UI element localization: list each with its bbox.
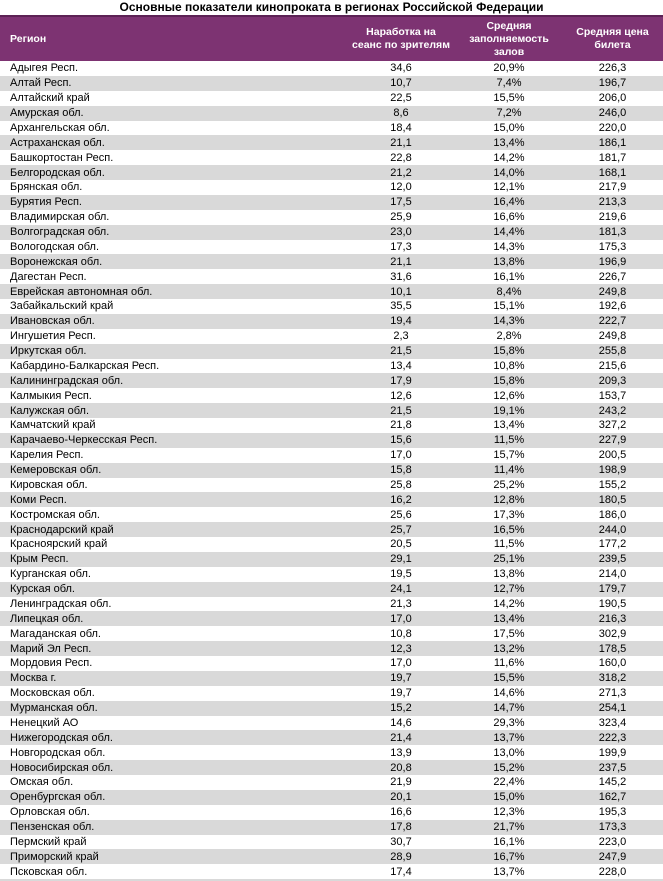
region-cell: Пермский край [10, 835, 87, 848]
avg-occupancy-cell: 12,7% [493, 583, 525, 596]
table-row [0, 671, 663, 686]
table-row [0, 448, 663, 463]
table-row [0, 567, 663, 582]
avg-occupancy-cell: 20,9% [493, 62, 525, 75]
avg-occupancy-cell: 16,6% [493, 211, 525, 224]
table-row [0, 701, 663, 716]
viewers-per-session-cell: 31,6 [390, 270, 412, 283]
viewers-per-session-cell: 16,2 [390, 493, 412, 506]
avg-ticket-price-cell: 239,5 [598, 553, 627, 566]
viewers-per-session-cell: 10,1 [390, 285, 412, 298]
viewers-per-session-cell: 17,4 [390, 865, 412, 878]
avg-ticket-price-cell: 155,2 [598, 478, 627, 491]
region-cell: Ленинградская обл. [10, 597, 112, 610]
viewers-per-session-cell: 19,5 [390, 568, 412, 581]
avg-occupancy-cell: 15,5% [493, 92, 525, 105]
avg-occupancy-cell: 21,7% [493, 821, 525, 834]
avg-ticket-price-cell: 254,1 [598, 702, 627, 715]
avg-ticket-price-cell: 196,9 [598, 255, 627, 268]
viewers-per-session-cell: 21,1 [390, 136, 412, 149]
avg-occupancy-cell: 22,4% [493, 776, 525, 789]
viewers-per-session-cell: 10,8 [390, 627, 412, 640]
avg-ticket-price-cell: 318,2 [598, 672, 627, 685]
avg-ticket-price-cell: 271,3 [598, 687, 627, 700]
avg-occupancy-cell: 16,1% [493, 270, 525, 283]
table-row [0, 121, 663, 136]
table-row [0, 240, 663, 255]
avg-ticket-price-cell: 244,0 [598, 523, 627, 536]
region-cell: Ненецкий АО [10, 716, 79, 729]
avg-ticket-price-cell: 227,9 [598, 434, 627, 447]
table-row [0, 641, 663, 656]
table-row [0, 388, 663, 403]
avg-ticket-price-cell: 186,1 [598, 136, 627, 149]
avg-ticket-price-cell: 217,9 [598, 181, 627, 194]
viewers-per-session-cell: 16,6 [390, 806, 412, 819]
table-row [0, 730, 663, 745]
table-row [0, 165, 663, 180]
region-cell: Мурманская обл. [10, 702, 98, 715]
table-row [0, 478, 663, 493]
avg-ticket-price-cell: 178,5 [598, 642, 627, 655]
avg-occupancy-cell: 2,8% [496, 330, 522, 343]
viewers-per-session-cell: 17,3 [390, 240, 412, 253]
avg-occupancy-cell: 14,0% [493, 166, 525, 179]
region-cell: Архангельская обл. [10, 121, 110, 134]
avg-occupancy-cell: 13,8% [493, 255, 525, 268]
region-cell: Владимирская обл. [10, 211, 110, 224]
region-cell: Московская обл. [10, 687, 95, 700]
avg-occupancy-cell: 13,2% [493, 642, 525, 655]
table-row [0, 716, 663, 731]
avg-ticket-price-cell: 160,0 [598, 657, 627, 670]
region-cell: Еврейская автономная обл. [10, 285, 153, 298]
region-cell: Дагестан Респ. [10, 270, 87, 283]
avg-occupancy-cell: 10,8% [493, 359, 525, 372]
region-cell: Карачаево-Черкесская Респ. [10, 434, 158, 447]
avg-ticket-price-cell: 199,9 [598, 746, 627, 759]
avg-ticket-price-cell: 179,7 [598, 583, 627, 596]
viewers-per-session-cell: 25,9 [390, 211, 412, 224]
table-row [0, 254, 663, 269]
avg-ticket-price-cell: 222,3 [598, 731, 627, 744]
region-cell: Амурская обл. [10, 107, 84, 120]
avg-ticket-price-cell: 181,7 [598, 151, 627, 164]
viewers-per-session-cell: 17,0 [390, 657, 412, 670]
region-cell: Марий Эл Респ. [10, 642, 92, 655]
region-cell: Калужская обл. [10, 404, 90, 417]
table-row [0, 373, 663, 388]
avg-ticket-price-cell: 190,5 [598, 597, 627, 610]
table-row [0, 582, 663, 597]
table-row [0, 195, 663, 210]
region-cell: Кемеровская обл. [10, 464, 102, 477]
avg-ticket-price-cell: 220,0 [598, 121, 627, 134]
table-row [0, 864, 663, 879]
table-row [0, 135, 663, 150]
avg-ticket-price-cell: 196,7 [598, 77, 627, 90]
region-cell: Волгоградская обл. [10, 226, 110, 239]
avg-occupancy-cell: 15,1% [493, 300, 525, 313]
region-cell: Пензенская обл. [10, 821, 95, 834]
table-row [0, 745, 663, 760]
table-row [0, 537, 663, 552]
table-row [0, 552, 663, 567]
avg-occupancy-cell: 7,2% [496, 107, 522, 120]
viewers-per-session-cell: 21,5 [390, 345, 412, 358]
avg-occupancy-cell: 14,6% [493, 687, 525, 700]
region-cell: Оренбургская обл. [10, 791, 106, 804]
region-cell: Приморский край [10, 850, 99, 863]
avg-occupancy-cell: 13,7% [493, 865, 525, 878]
table-row [0, 849, 663, 864]
viewers-per-session-cell: 21,3 [390, 597, 412, 610]
avg-ticket-price-cell: 177,2 [598, 538, 627, 551]
viewers-per-session-cell: 13,9 [390, 746, 412, 759]
viewers-per-session-cell: 10,7 [390, 77, 412, 90]
avg-occupancy-cell: 14,4% [493, 226, 525, 239]
region-cell: Новосибирская обл. [10, 761, 114, 774]
avg-ticket-price-cell: 323,4 [598, 716, 627, 729]
page-title: Основные показатели кинопроката в регионах Российской Федерации [119, 0, 544, 14]
region-cell: Алтай Респ. [10, 77, 72, 90]
table-row [0, 835, 663, 850]
avg-occupancy-cell: 17,3% [493, 508, 525, 521]
viewers-per-session-cell: 12,6 [390, 389, 412, 402]
avg-ticket-price-cell: 226,3 [598, 62, 627, 75]
avg-occupancy-cell: 13,4% [493, 136, 525, 149]
region-cell: Башкортостан Респ. [10, 151, 114, 164]
avg-occupancy-cell: 19,1% [493, 404, 525, 417]
table-row [0, 820, 663, 835]
table-row [0, 775, 663, 790]
avg-occupancy-cell: 14,2% [493, 597, 525, 610]
avg-occupancy-cell: 14,3% [493, 240, 525, 253]
viewers-per-session-cell: 18,4 [390, 121, 412, 134]
viewers-per-session-cell: 28,9 [390, 850, 412, 863]
viewers-per-session-cell: 25,8 [390, 478, 412, 491]
avg-ticket-price-cell: 302,9 [598, 627, 627, 640]
region-cell: Камчатский край [10, 419, 96, 432]
table-body [0, 61, 663, 879]
avg-ticket-price-cell: 327,2 [598, 419, 627, 432]
region-cell: Нижегородская обл. [10, 731, 113, 744]
avg-occupancy-cell: 11,5% [493, 434, 525, 447]
avg-occupancy-cell: 12,3% [493, 806, 525, 819]
table-row [0, 626, 663, 641]
avg-ticket-price-cell: 255,8 [598, 345, 627, 358]
region-cell: Красноярский край [10, 538, 108, 551]
avg-occupancy-cell: 15,2% [493, 761, 525, 774]
avg-occupancy-cell: 17,5% [493, 627, 525, 640]
region-cell: Ивановская обл. [10, 315, 95, 328]
viewers-per-session-cell: 19,7 [390, 687, 412, 700]
avg-occupancy-cell: 14,7% [493, 702, 525, 715]
avg-occupancy-cell: 15,0% [493, 791, 525, 804]
viewers-per-session-cell: 22,5 [390, 92, 412, 105]
region-cell: Вологодская обл. [10, 240, 100, 253]
avg-occupancy-cell: 15,0% [493, 121, 525, 134]
table-row [0, 686, 663, 701]
table-row [0, 180, 663, 195]
avg-occupancy-cell: 16,7% [493, 850, 525, 863]
avg-occupancy-cell: 25,2% [493, 478, 525, 491]
avg-occupancy-cell: 13,8% [493, 568, 525, 581]
region-cell: Москва г. [10, 672, 57, 685]
table-row [0, 805, 663, 820]
avg-ticket-price-cell: 180,5 [598, 493, 627, 506]
region-cell: Бурятия Респ. [10, 196, 82, 209]
column-header-viewers-per-session: Наработка на сеанс по зрителям [352, 26, 450, 51]
table-row [0, 507, 663, 522]
region-cell: Краснодарский край [10, 523, 114, 536]
avg-occupancy-cell: 11,6% [493, 657, 525, 670]
viewers-per-session-cell: 13,4 [390, 359, 412, 372]
viewers-per-session-cell: 21,1 [390, 255, 412, 268]
avg-ticket-price-cell: 228,0 [598, 865, 627, 878]
avg-ticket-price-cell: 173,3 [598, 821, 627, 834]
avg-occupancy-cell: 15,7% [493, 449, 525, 462]
region-cell: Коми Респ. [10, 493, 67, 506]
region-cell: Забайкальский край [10, 300, 114, 313]
table-row [0, 790, 663, 805]
table-row [0, 418, 663, 433]
avg-ticket-price-cell: 237,5 [598, 761, 627, 774]
viewers-per-session-cell: 19,7 [390, 672, 412, 685]
table-row [0, 91, 663, 106]
avg-ticket-price-cell: 226,7 [598, 270, 627, 283]
region-cell: Мордовия Респ. [10, 657, 93, 670]
avg-ticket-price-cell: 153,7 [598, 389, 627, 402]
viewers-per-session-cell: 21,4 [390, 731, 412, 744]
region-cell: Крым Респ. [10, 553, 69, 566]
avg-ticket-price-cell: 247,9 [598, 850, 627, 863]
avg-ticket-price-cell: 206,0 [598, 92, 627, 105]
avg-ticket-price-cell: 219,6 [598, 211, 627, 224]
avg-occupancy-cell: 8,4% [496, 285, 522, 298]
table-row [0, 760, 663, 775]
avg-occupancy-cell: 12,8% [493, 493, 525, 506]
viewers-per-session-cell: 12,0 [390, 181, 412, 194]
avg-occupancy-cell: 12,1% [493, 181, 525, 194]
viewers-per-session-cell: 17,0 [390, 612, 412, 625]
column-header-avg-ticket-price: Средняя цена билета [576, 26, 649, 51]
table-row [0, 329, 663, 344]
table-row [0, 433, 663, 448]
viewers-per-session-cell: 15,6 [390, 434, 412, 447]
viewers-per-session-cell: 21,9 [390, 776, 412, 789]
avg-ticket-price-cell: 222,7 [598, 315, 627, 328]
avg-occupancy-cell: 15,5% [493, 672, 525, 685]
region-cell: Алтайский край [10, 92, 90, 105]
avg-ticket-price-cell: 213,3 [598, 196, 627, 209]
avg-occupancy-cell: 13,4% [493, 612, 525, 625]
viewers-per-session-cell: 22,8 [390, 151, 412, 164]
viewers-per-session-cell: 19,4 [390, 315, 412, 328]
table-row [0, 299, 663, 314]
table-row [0, 359, 663, 374]
viewers-per-session-cell: 2,3 [393, 330, 409, 343]
viewers-per-session-cell: 21,5 [390, 404, 412, 417]
region-cell: Липецкая обл. [10, 612, 84, 625]
region-cell: Карелия Респ. [10, 449, 84, 462]
avg-ticket-price-cell: 249,8 [598, 285, 627, 298]
avg-occupancy-cell: 7,4% [496, 77, 522, 90]
viewers-per-session-cell: 15,8 [390, 464, 412, 477]
viewers-per-session-cell: 25,7 [390, 523, 412, 536]
avg-ticket-price-cell: 246,0 [598, 107, 627, 120]
region-cell: Магаданская обл. [10, 627, 101, 640]
viewers-per-session-cell: 34,6 [390, 62, 412, 75]
avg-occupancy-cell: 13,4% [493, 419, 525, 432]
viewers-per-session-cell: 20,8 [390, 761, 412, 774]
viewers-per-session-cell: 17,9 [390, 374, 412, 387]
viewers-per-session-cell: 25,6 [390, 508, 412, 521]
viewers-per-session-cell: 23,0 [390, 226, 412, 239]
avg-ticket-price-cell: 186,0 [598, 508, 627, 521]
table-row [0, 225, 663, 240]
avg-ticket-price-cell: 209,3 [598, 374, 627, 387]
region-cell: Псковская обл. [10, 865, 88, 878]
avg-ticket-price-cell: 162,7 [598, 791, 627, 804]
avg-ticket-price-cell: 243,2 [598, 404, 627, 417]
table-row [0, 403, 663, 418]
region-cell: Курганская обл. [10, 568, 91, 581]
region-cell: Калмыкия Респ. [10, 389, 92, 402]
viewers-per-session-cell: 12,3 [390, 642, 412, 655]
table-row [0, 611, 663, 626]
avg-occupancy-cell: 16,4% [493, 196, 525, 209]
avg-occupancy-cell: 13,7% [493, 731, 525, 744]
viewers-per-session-cell: 35,5 [390, 300, 412, 313]
viewers-per-session-cell: 20,1 [390, 791, 412, 804]
avg-occupancy-cell: 11,4% [493, 464, 525, 477]
region-cell: Астраханская обл. [10, 136, 105, 149]
viewers-per-session-cell: 14,6 [390, 716, 412, 729]
column-header-region: Регион [10, 32, 47, 45]
column-header-avg-occupancy: Средняя заполняемость залов [469, 19, 549, 58]
avg-occupancy-cell: 14,2% [493, 151, 525, 164]
viewers-per-session-cell: 17,5 [390, 196, 412, 209]
avg-ticket-price-cell: 249,8 [598, 330, 627, 343]
table-header [0, 15, 663, 61]
viewers-per-session-cell: 17,8 [390, 821, 412, 834]
avg-occupancy-cell: 11,5% [493, 538, 525, 551]
region-cell: Белгородская обл. [10, 166, 105, 179]
viewers-per-session-cell: 21,8 [390, 419, 412, 432]
table-row [0, 522, 663, 537]
region-cell: Омская обл. [10, 776, 74, 789]
table-row [0, 284, 663, 299]
table-row [0, 106, 663, 121]
viewers-per-session-cell: 20,5 [390, 538, 412, 551]
table-row [0, 61, 663, 76]
avg-occupancy-cell: 12,6% [493, 389, 525, 402]
avg-ticket-price-cell: 145,2 [598, 776, 627, 789]
region-cell: Брянская обл. [10, 181, 83, 194]
table-row [0, 76, 663, 91]
region-cell: Калининградская обл. [10, 374, 124, 387]
region-cell: Ингушетия Респ. [10, 330, 96, 343]
table-row [0, 314, 663, 329]
table-row [0, 344, 663, 359]
avg-ticket-price-cell: 175,3 [598, 240, 627, 253]
region-cell: Орловская обл. [10, 806, 90, 819]
avg-occupancy-cell: 25,1% [493, 553, 525, 566]
region-cell: Новгородская обл. [10, 746, 106, 759]
viewers-per-session-cell: 8,6 [393, 107, 409, 120]
avg-ticket-price-cell: 168,1 [598, 166, 627, 179]
table-row [0, 210, 663, 225]
avg-ticket-price-cell: 216,3 [598, 612, 627, 625]
avg-occupancy-cell: 29,3% [493, 716, 525, 729]
viewers-per-session-cell: 21,2 [390, 166, 412, 179]
table-row [0, 463, 663, 478]
viewers-per-session-cell: 30,7 [390, 835, 412, 848]
viewers-per-session-cell: 24,1 [390, 583, 412, 596]
avg-occupancy-cell: 15,8% [493, 374, 525, 387]
avg-ticket-price-cell: 200,5 [598, 449, 627, 462]
avg-occupancy-cell: 15,8% [493, 345, 525, 358]
avg-occupancy-cell: 16,5% [493, 523, 525, 536]
region-cell: Курская обл. [10, 583, 75, 596]
viewers-per-session-cell: 15,2 [390, 702, 412, 715]
region-cell: Кировская обл. [10, 478, 88, 491]
table-row [0, 597, 663, 612]
table-row [0, 150, 663, 165]
region-cell: Костромская обл. [10, 508, 100, 521]
table-row [0, 492, 663, 507]
avg-occupancy-cell: 14,3% [493, 315, 525, 328]
avg-ticket-price-cell: 195,3 [598, 806, 627, 819]
avg-ticket-price-cell: 181,3 [598, 226, 627, 239]
region-cell: Кабардино-Балкарская Респ. [10, 359, 160, 372]
table-row [0, 656, 663, 671]
avg-ticket-price-cell: 192,6 [598, 300, 627, 313]
avg-ticket-price-cell: 198,9 [598, 464, 627, 477]
viewers-per-session-cell: 29,1 [390, 553, 412, 566]
region-cell: Иркутская обл. [10, 345, 87, 358]
avg-ticket-price-cell: 214,0 [598, 568, 627, 581]
avg-ticket-price-cell: 215,6 [598, 359, 627, 372]
avg-ticket-price-cell: 223,0 [598, 835, 627, 848]
table-row [0, 269, 663, 284]
region-cell: Воронежская обл. [10, 255, 103, 268]
avg-occupancy-cell: 13,0% [493, 746, 525, 759]
avg-occupancy-cell: 16,1% [493, 835, 525, 848]
region-cell: Адыгея Респ. [10, 62, 79, 75]
viewers-per-session-cell: 17,0 [390, 449, 412, 462]
